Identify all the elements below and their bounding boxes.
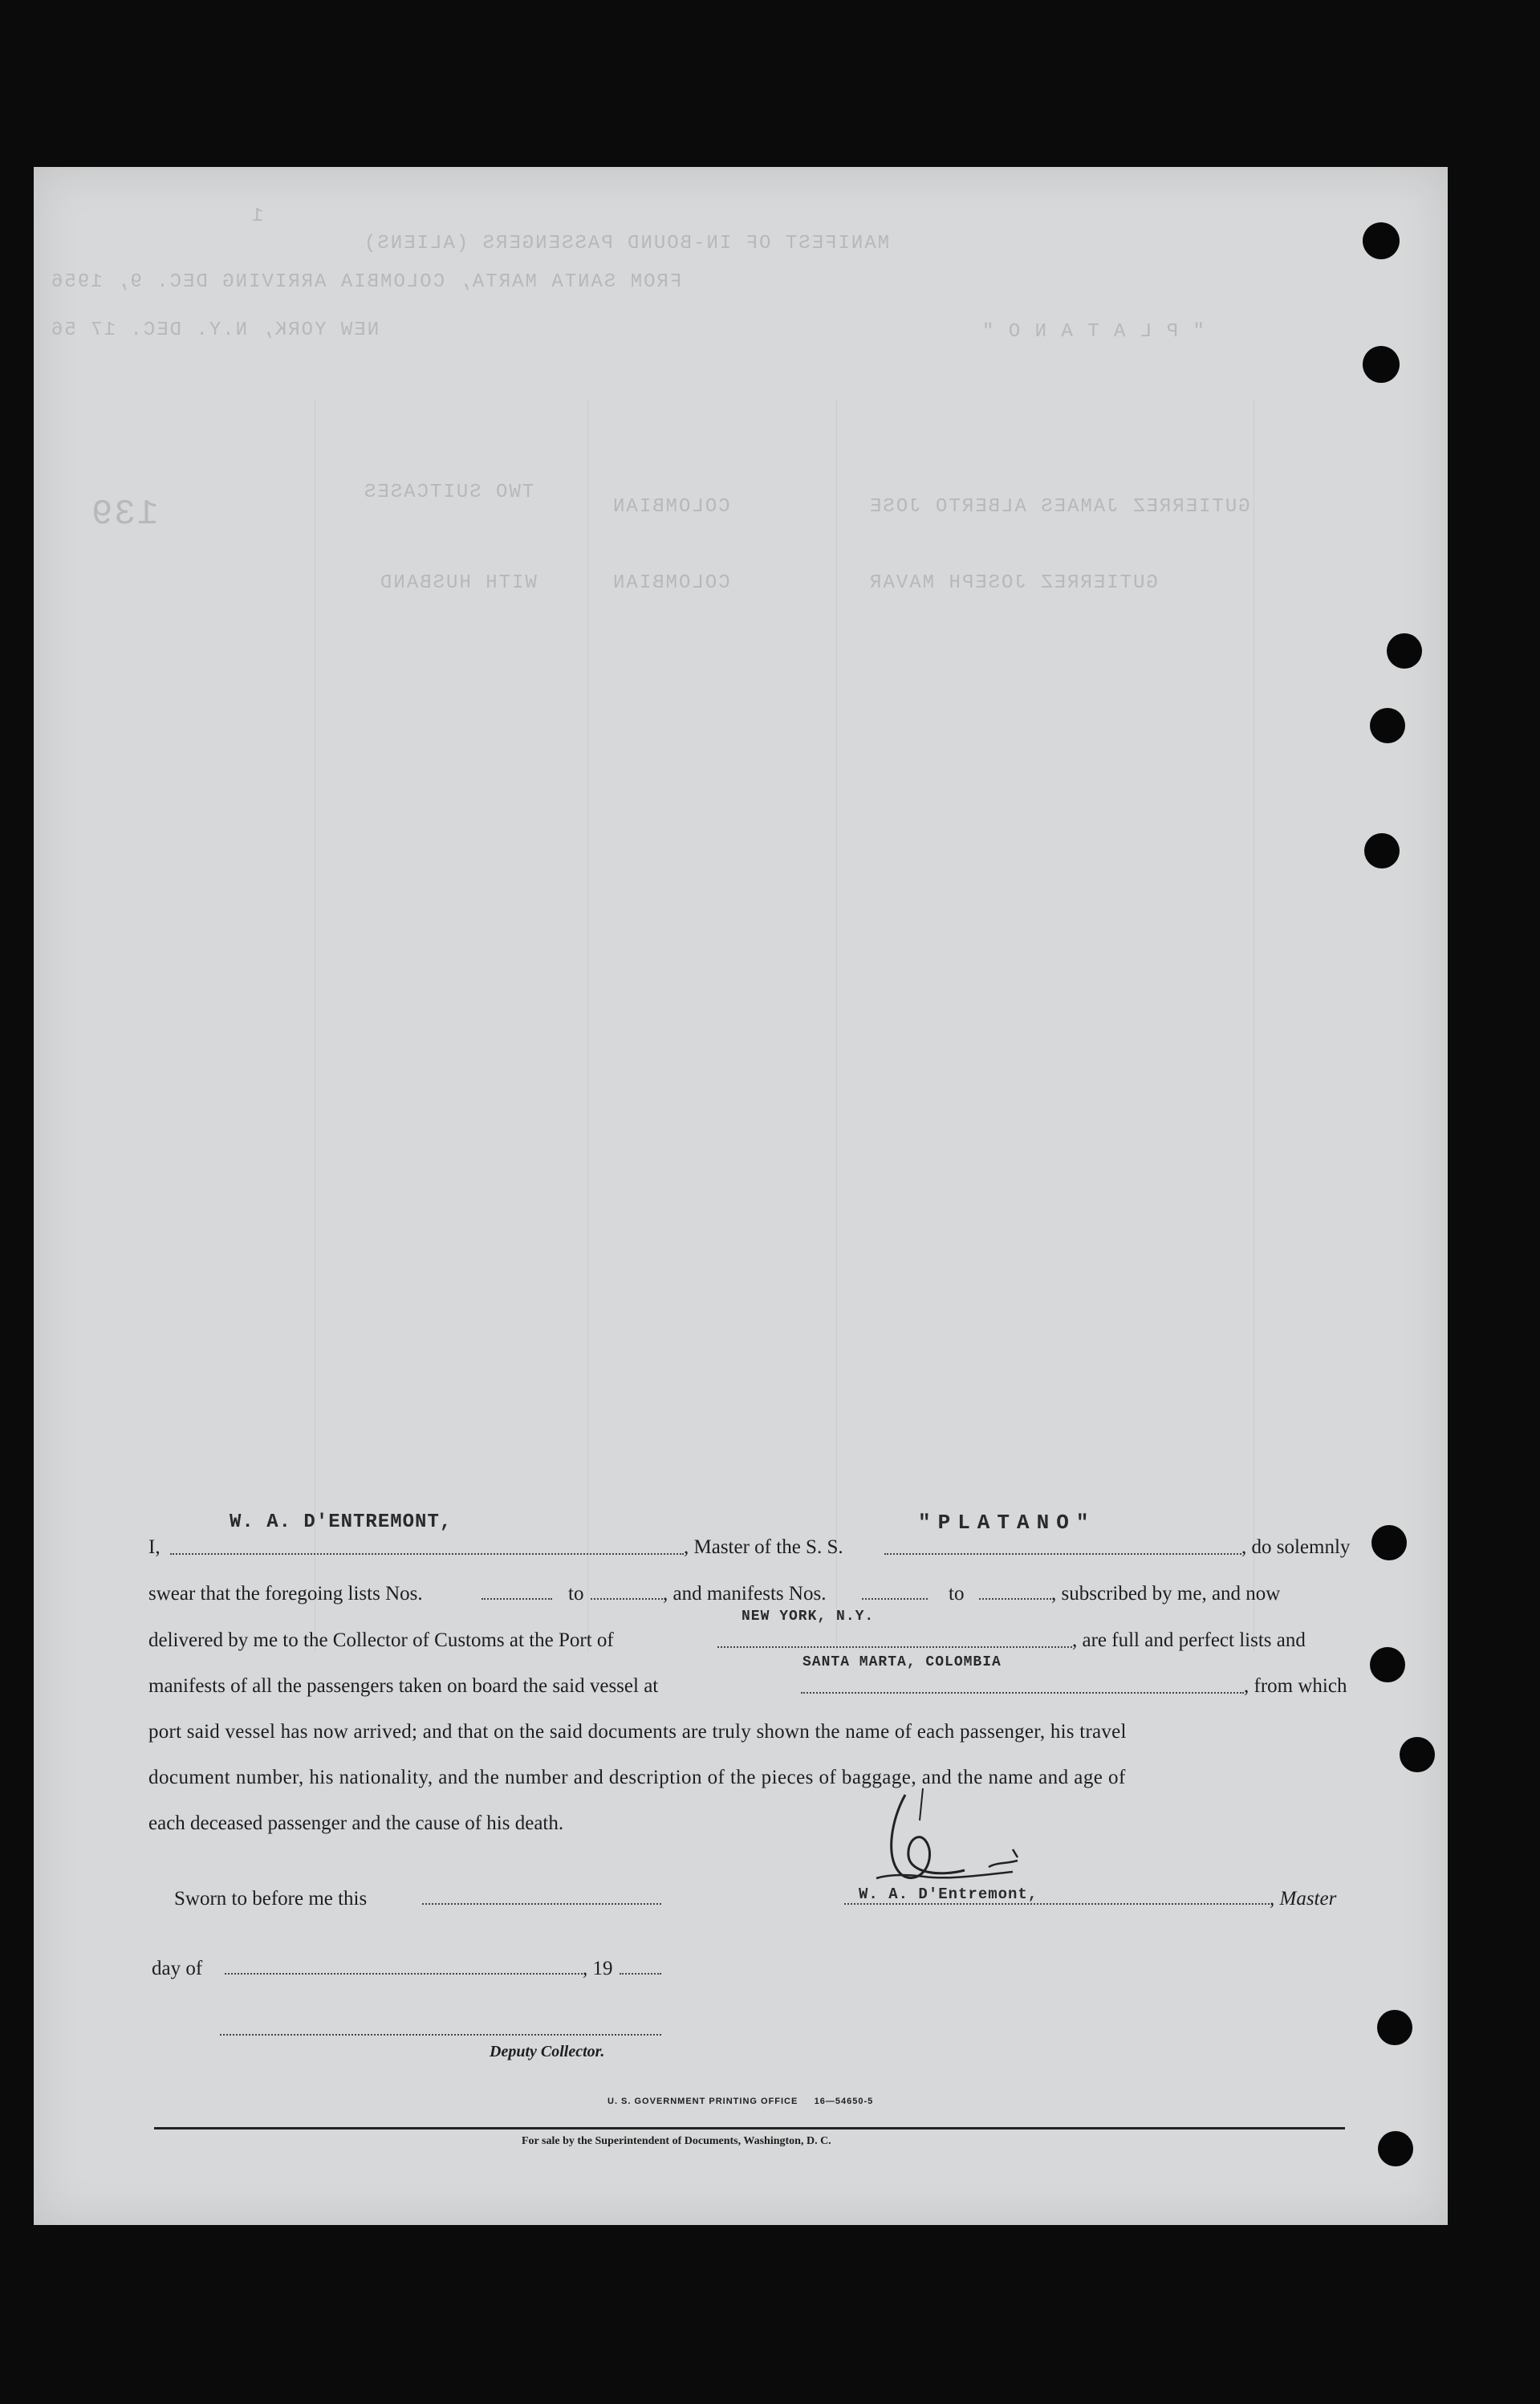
oath-line4-b: , from which: [1244, 1675, 1347, 1697]
ship-name-typed: "PLATANO": [918, 1511, 1096, 1535]
origin-port-typed: SANTA MARTA, COLOMBIA: [803, 1654, 1002, 1670]
footer-rule: [154, 2127, 1345, 2129]
punch-hole: [1378, 2131, 1413, 2166]
master-name-typed: W. A. D'ENTREMONT,: [230, 1511, 453, 1533]
master-signature-line: [844, 1903, 1270, 1905]
ghost-ship-name: " P L A T A N O ": [981, 321, 1205, 343]
oath-line3-b: , are full and perfect lists and: [1072, 1629, 1306, 1651]
master-name-blank: [170, 1553, 684, 1555]
manifest-page: [34, 167, 1448, 2225]
lists-to-blank: [591, 1598, 663, 1600]
master-signature: [828, 1772, 1069, 1893]
lists-from-blank: [482, 1598, 552, 1600]
master-signature-typed: W. A. D'Entremont,: [859, 1885, 1038, 1903]
oath-line4-a: manifests of all the passengers taken on board the said vessel at: [148, 1675, 659, 1697]
for-sale-note: For sale by the Superintendent of Documents, Washington, D. C.: [522, 2135, 831, 2147]
ghost-row1-nationality: COLOMBIAN: [612, 496, 730, 518]
oath-i: I,: [148, 1536, 161, 1558]
manifests-from-blank: [862, 1598, 928, 1600]
oath-line6: document number, his nationality, and the number and description of the pieces of baggage, and the name and age of: [148, 1767, 1126, 1788]
ghost-row1-baggage: TWO SUITCASES: [363, 482, 534, 503]
day-blank: [225, 1973, 583, 1975]
oath-line2-to1: to: [568, 1583, 584, 1605]
gpo-imprint: U. S. GOVERNMENT PRINTING OFFICE 16—54650-5: [607, 2097, 874, 2106]
deputy-collector-blank: [220, 2034, 661, 2036]
origin-port-blank: [801, 1692, 1244, 1694]
ghost-header-line-3: NEW YORK, N.Y. DEC. 17 56: [50, 319, 380, 341]
ghost-column-line: [587, 400, 588, 1652]
port-typed: NEW YORK, N.Y.: [742, 1609, 875, 1625]
ship-name-blank: [884, 1553, 1241, 1555]
manifests-to-blank: [979, 1598, 1051, 1600]
ghost-row2-nationality: COLOMBIAN: [612, 572, 730, 594]
ghost-margin-number: 139: [90, 494, 159, 535]
punch-hole: [1387, 633, 1422, 669]
sworn-date-blank: [422, 1903, 661, 1905]
punch-hole: [1364, 833, 1400, 868]
punch-hole: [1400, 1737, 1435, 1772]
ghost-row2-baggage: WITH HUSBAND: [379, 572, 537, 594]
punch-hole: [1371, 1525, 1407, 1560]
oath-sworn: Sworn to before me this: [174, 1888, 368, 1910]
oath-line2-to2: to: [949, 1583, 965, 1605]
ghost-header-line-2: FROM SANTA MARTA, COLOMBIA ARRIVING DEC. 9, 1956: [50, 271, 682, 293]
punch-hole: [1377, 2010, 1412, 2045]
ghost-header-line-1: MANIFEST OF IN-BOUND PASSENGERS (ALIENS): [363, 233, 890, 254]
ghost-row1-name: GUTIERREZ JAMAES ALBERTO JOSE: [868, 496, 1250, 518]
master-label: , Master: [1270, 1888, 1337, 1910]
oath-line5: port said vessel has now arrived; and that on the said documents are truly shown the name of each passenger, his travel: [148, 1721, 1127, 1743]
oath-master-of-ss: , Master of the S. S.: [684, 1536, 843, 1558]
oath-line2-a: swear that the foregoing lists Nos.: [148, 1583, 423, 1605]
ghost-row2-name: GUTIERREZ JOSEPH MAVAR: [868, 572, 1158, 594]
ghost-column-line: [836, 400, 837, 1652]
oath-year: , 19: [583, 1958, 613, 1979]
punch-hole: [1370, 1647, 1405, 1682]
oath-line2-and-manifests: , and manifests Nos.: [663, 1583, 827, 1605]
oath-day-of: day of: [152, 1958, 203, 1979]
deputy-collector-label: Deputy Collector.: [490, 2043, 605, 2060]
oath-line3-a: delivered by me to the Collector of Customs at the Port of: [148, 1629, 614, 1651]
punch-hole: [1363, 222, 1400, 259]
oath-line2-subscribed: , subscribed by me, and now: [1051, 1583, 1281, 1605]
punch-hole: [1370, 708, 1405, 743]
punch-hole: [1363, 346, 1400, 383]
port-blank: [717, 1646, 1072, 1648]
ghost-page-number: 1: [250, 205, 264, 227]
oath-do-solemnly: , do solemnly: [1241, 1536, 1351, 1558]
year-blank: [620, 1973, 661, 1975]
oath-line7: each deceased passenger and the cause of his death.: [148, 1812, 564, 1834]
